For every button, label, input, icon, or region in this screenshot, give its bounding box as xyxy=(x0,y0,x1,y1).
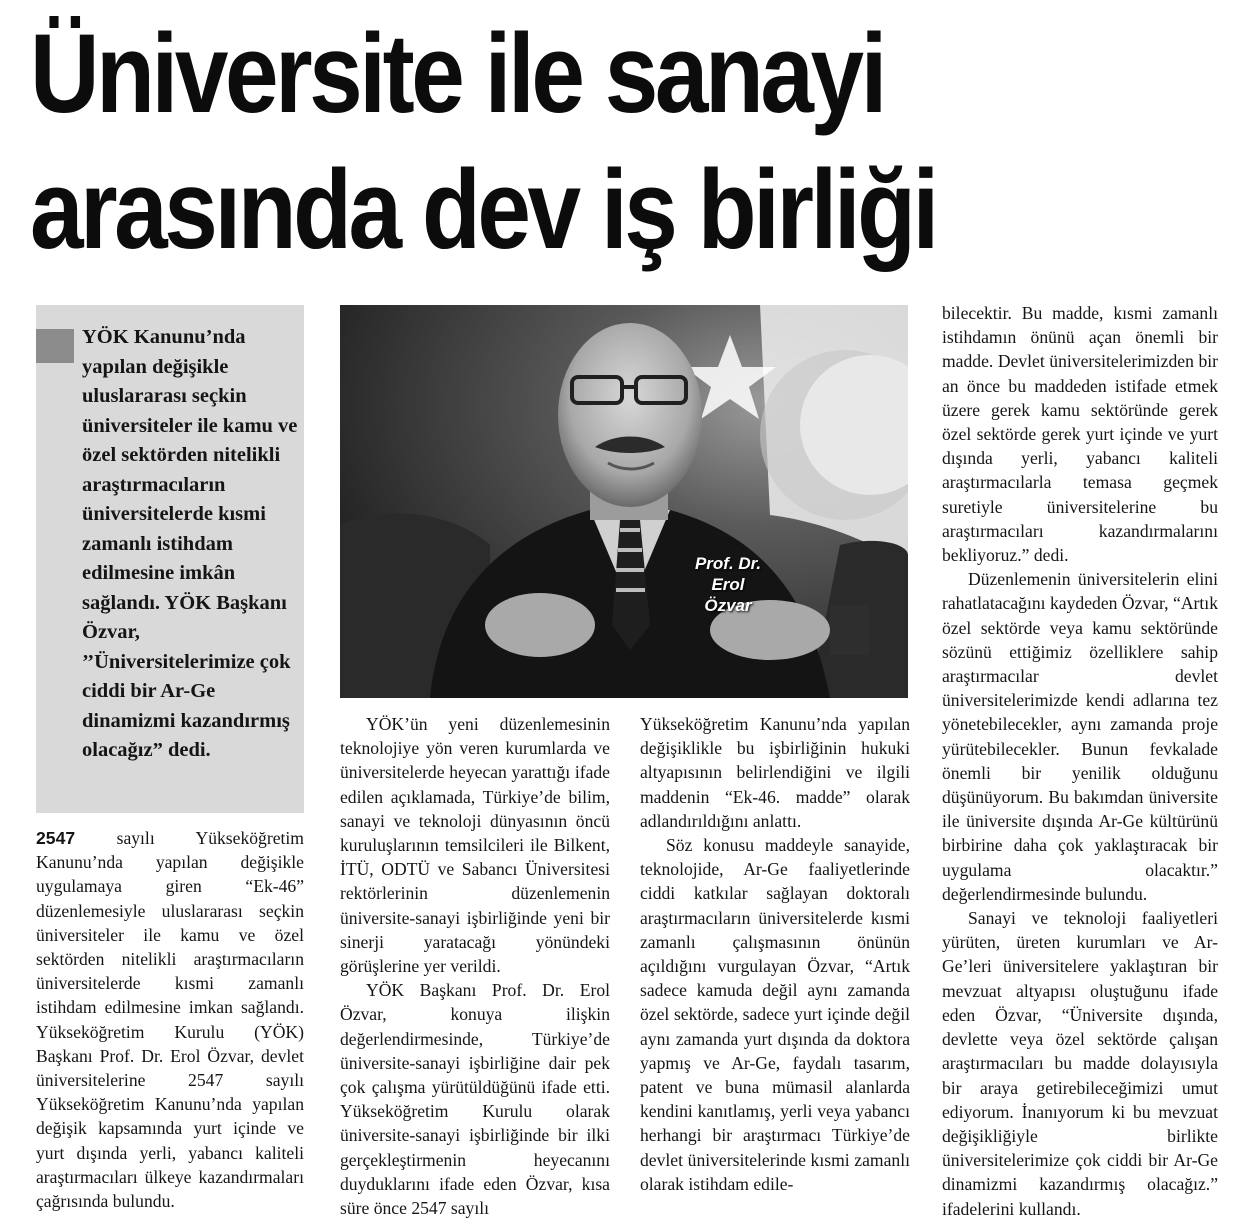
headline xyxy=(30,6,1071,278)
body-paragraph: Yükseköğretim Kanunu’nda yapılan değişiklikle bu işbirliğinin hukuki altyapısının belirlendiğini ve ilgili maddenin “Ek-46. madde” olarak adlandırıldığını anlattı. xyxy=(640,714,910,831)
body-column-1 xyxy=(36,826,304,1213)
lead-summary-box xyxy=(36,305,304,813)
body-paragraph: YÖK Başkanı Prof. Dr. Erol Özvar, konuya ilişkin değerlendirmesinde, Türkiye’de üniversite-sanayi işbirliğine dair pek çok çalışma yürütüldüğünü ifade etti. Yükseköğretim Kurulu olarak üniversite-sanayi işbirliğinde bir ilki gerçekleştirmenin heyecanını duyduklarını ifade eden Özvar, kısa süre önce 2547 sayılı xyxy=(340,980,610,1219)
lead-text: YÖK Kanunu’nda yapılan değişikle uluslararası seçkin üniversiteler ile kamu ve özel sektörden nitelikli araştırmacıların üniversitelerde kısmi zamanlı istihdam edilmesine imkân sağlandı. YÖK Başkanı Özvar, ’’Üniversitelerimize çok ciddi bir Ar-Ge dinamizmi kazandırmış olacağız” dedi. xyxy=(82,326,298,761)
photo-caption: Prof. Dr. Erol Özvar xyxy=(694,554,762,615)
body-column-4 xyxy=(942,301,1218,1221)
headline-line-2: arasında dev iş birliği xyxy=(30,147,936,272)
body-column-2 xyxy=(340,712,610,1220)
body-paragraph: Söz konusu maddeyle sanayide, teknolojide, Ar-Ge faaliyetlerinde ciddi katkılar sağlayan doktoralı araştırmacıların üniversitelerde kısmi zamanlı çalışmasının önünün açıldığını vurgulayan Özvar, “Artık sadece kamuda değil aynı zamanda özel sektörde, sadece yurt içinde değil aynı zamanda yurt dışında da doktora yapmış ve Ar-Ge, faydalı tasarım, patent ve buna mümasil alanlarda kendini kanıtlamış, yerli veya yabancı herhangi bir araştırmacı Türkiye’de devlet üniversitelerinde kısmi zamanlı olarak istihdam edile- xyxy=(640,835,910,1194)
body-paragraph: bilecektir. Bu madde, kısmi zamanlı istihdamın önünü açan önemli bir madde. Devlet üniversitelerimizden bir an önce bu maddeden istifade etmek üzere gerek kamu sektöründe gerek özel sektörde gerek yurt içinde ve yurt dışında yerli, yabancı kaliteli araştırmacılarla temasa geçmek suretiyle üniversitelerine bu araştırmacıları kazandırmalarını bekliyoruz.” dedi. xyxy=(942,303,1218,566)
headline-line-1: Üniversite ile sanayi xyxy=(30,11,884,136)
lead-marker xyxy=(36,329,74,363)
body-paragraph: YÖK’ün yeni düzenlemesinin teknolojiye yön veren kurumlarda ve üniversitelerde heyecan yarattığı ifade edilen açıklamada, Türkiye’de bilim, sanayi ve teknoloji dünyasının öncü kuruluşlarının temsilcileri ile Bilkent, İTÜ, ODTÜ ve Sabancı Üniversitesi rektörlerinin düzenlemenin üniversite-sanayi işbirliğinde yeni bir sinerji yaratacağı yönündeki görüşlerine yer verildi. xyxy=(340,714,610,977)
law-number: 2547 xyxy=(36,828,76,848)
body-paragraph: sayılı Yükseköğretim Kanunu’nda yapılan değişikle uygulamaya giren “Ek-46” düzenlemesiyle uluslararası seçkin üniversiteler ile kamu ve özel sektörden nitelikli araştırmacıların üniversitelerde kısmi zamanlı istihdam edilmesine imkan sağlandı. Yükseköğretim Kurulu (YÖK) Başkanı Prof. Dr. Erol Özvar, devlet üniversitelerine 2547 sayılı Yükseköğretim Kanunu’nda yapılan değişik kapsamında yurt içinde ve yurt dışında yerli, yabancı kaliteli araştırmacıları ülkeye kazandırmaları çağrısında bulundu. xyxy=(36,828,304,1212)
body-paragraph: Düzenlemenin üniversitelerin elini rahatlatacağını kaydeden Özvar, “Artık özel sektörde veya kamu sektöründe sözünü ettiğimiz özelliklere sahip araştırmacılar devlet üniversitelerimizde kendi adlarına tez yönetebilecekler, aynı zamanda proje yürütebilecekler. Bunun fevkalade önemli bir yenilik olduğunu düşünüyorum. Bu bakımdan üniversite ile üniversite dışında Ar-Ge kültürünü birbirine daha çok yaklaştıracak bir uygulama olacaktır.” değerlendirmesinde bulundu. xyxy=(942,569,1218,904)
photo-illustration xyxy=(340,305,908,698)
photo-prof-erol-ozvar xyxy=(340,305,908,698)
body-column-3 xyxy=(640,712,910,1196)
body-paragraph: Sanayi ve teknoloji faaliyetleri yürüten, üreten kurumları ve Ar-Ge’leri üniversitelere yaklaştıran bir mevzuat altyapısı oluştuğunu ifade eden Özvar, “Üniversite dışında, devlette veya özel sektörde çalışan araştırmacıları bu madde dolayısıyla bir araya getirebileceğimizi umut ediyorum. İnanıyorum ki bu mevzuat değişikliğiyle birlikte üniversitelerimize çok ciddi bir Ar-Ge dinamizmi kazandırmış olacağız.” ifadelerini kullandı. xyxy=(942,908,1218,1219)
